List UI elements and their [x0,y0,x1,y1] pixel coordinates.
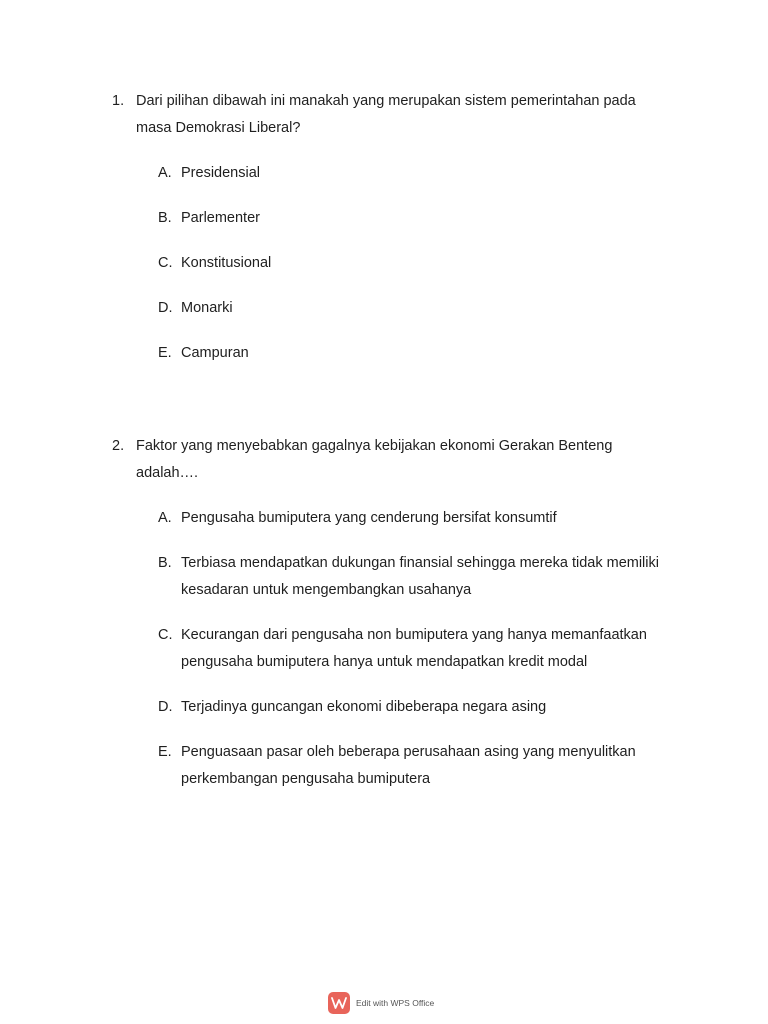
option-a [158,160,672,187]
question-2-stem [112,433,672,487]
option-d [158,694,672,721]
option-b [158,205,672,232]
option-text: Pengusaha bumiputera yang cenderung bersifat konsumtif [181,510,557,526]
option-text: Terbiasa mendapatkan dukungan finansial sehingga mereka tidak memiliki kesadaran untuk mengembangkan usahanya [181,555,659,598]
question-number: 2. [112,438,125,454]
wps-footer[interactable] [328,991,434,1015]
question-1-stem [112,88,672,142]
option-letter: C. [158,255,173,271]
option-letter: A. [158,165,172,181]
wps-footer-text[interactable]: Edit with WPS Office [356,998,435,1008]
option-b [158,550,672,604]
option-text: Penguasaan pasar oleh beberapa perusahaan asing yang menyulitkan perkembangan pengusaha bumiputera [181,744,636,787]
option-letter: B. [158,210,172,226]
question-text: Faktor yang menyebabkan gagalnya kebijakan ekonomi Gerakan Benteng adalah…. [136,438,613,481]
option-d [158,295,672,322]
option-letter: B. [158,555,172,571]
option-text: Parlementer [181,210,260,226]
option-letter: E. [158,345,172,361]
option-letter: E. [158,744,172,760]
option-c [158,250,672,277]
option-text: Kecurangan dari pengusaha non bumiputera yang hanya memanfaatkan pengusaha bumiputera hanya untuk mendapatkan kredit modal [181,627,647,670]
option-a [158,505,672,532]
option-letter: D. [158,300,173,316]
question-1-options [112,160,672,367]
question-1 [112,88,672,385]
option-text: Presidensial [181,165,260,181]
question-2-options [112,505,672,793]
option-letter: D. [158,699,173,715]
option-text: Monarki [181,300,233,316]
option-text: Terjadinya guncangan ekonomi dibeberapa negara asing [181,699,547,715]
option-e [158,340,672,367]
wps-office-logo-icon[interactable] [328,992,350,1014]
question-2 [112,433,672,811]
option-e [158,739,672,793]
option-c [158,622,672,676]
question-text: Dari pilihan dibawah ini manakah yang merupakan sistem pemerintahan pada masa Demokrasi Liberal? [136,93,636,136]
wps-w-glyph-icon [331,997,347,1009]
option-letter: A. [158,510,172,526]
option-text: Konstitusional [181,255,272,271]
question-number: 1. [112,93,125,109]
option-text: Campuran [181,345,249,361]
option-letter: C. [158,627,173,643]
